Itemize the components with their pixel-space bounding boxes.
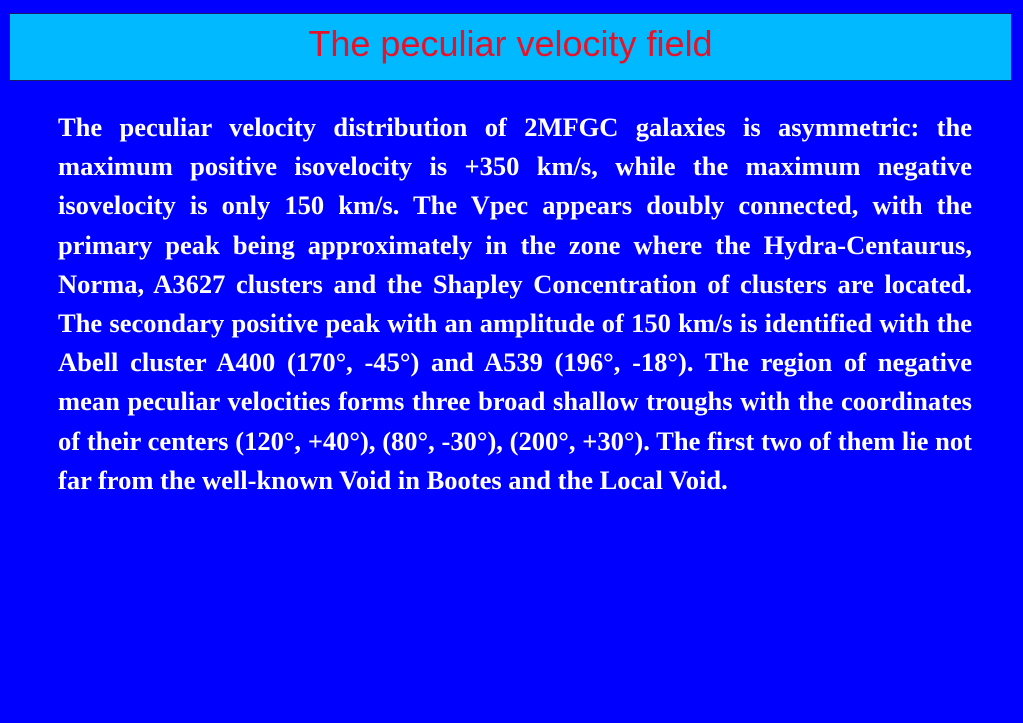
slide-body-paragraph: The peculiar velocity distribution of 2MFGC galaxies is asymmetric: the maximum positive isovelocity is +350 km/s, while the maximum negative isovelocity is only 150 km/s. The Vpec appears doubly connected, with the primary peak being approximately in the zone where the Hydra-Centaurus, Norma, A3627 clusters and the Shapley Concentration of clusters are located. The secondary positive peak with an amplitude of 150 km/s is identified with the Abell cluster A400 (170°, -45°) and A539 (196°, -18°). The region of negative mean peculiar velocities forms three broad shallow troughs with the coordinates of their centers (120°, +40°), (80°, -30°), (200°, +30°). The first two of them lie not far from the well-known Void in Bootes and the Local Void.	[58, 112, 972, 495]
title-bar	[9, 13, 1012, 81]
slide-title: The peculiar velocity field	[308, 23, 713, 64]
